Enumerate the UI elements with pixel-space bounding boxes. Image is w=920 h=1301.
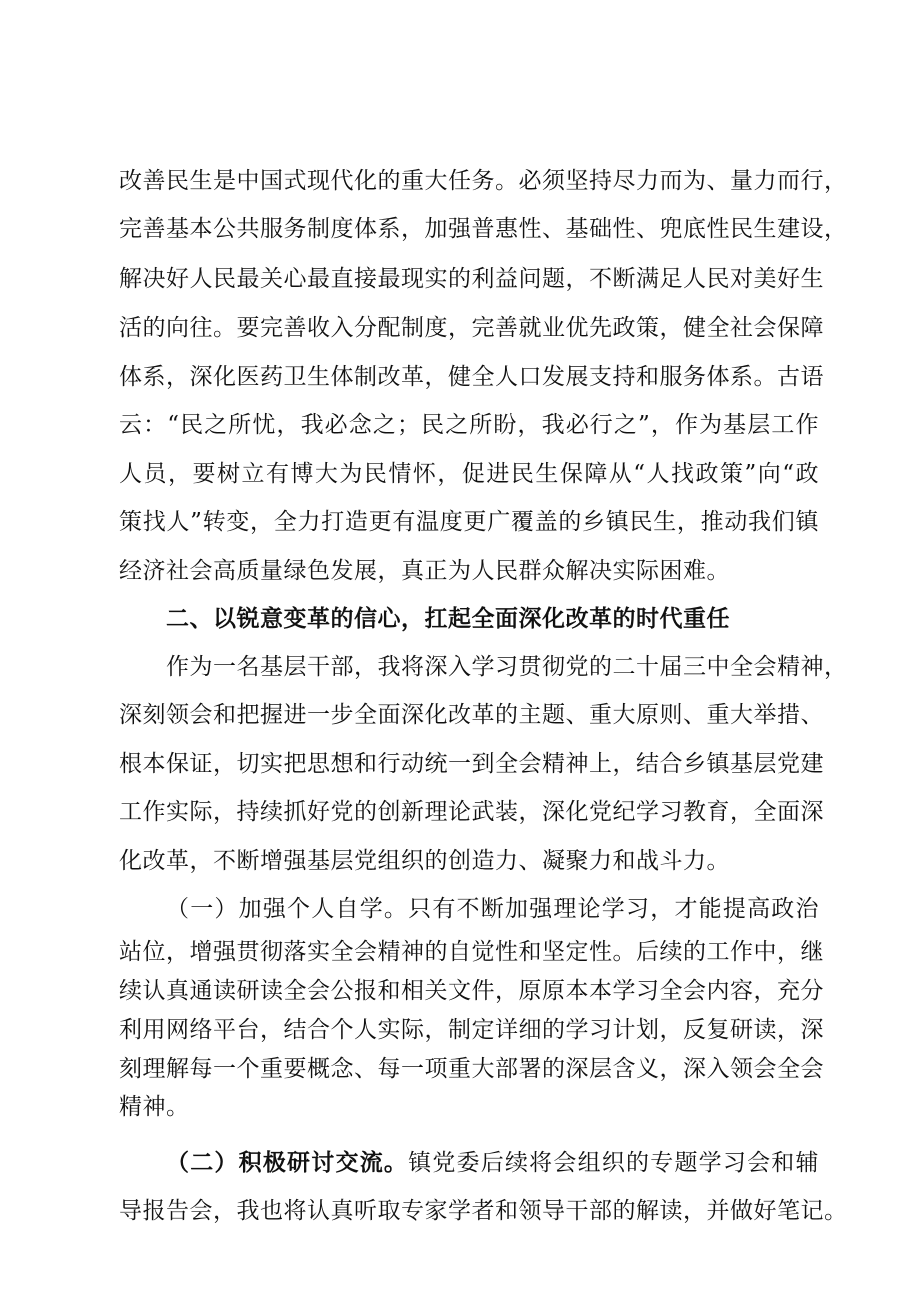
- paragraph-4-lead-rest: 镇党委后续将会组织的专题学习会和辅: [408, 1150, 820, 1176]
- paragraph-1-line-4: 活的向往。要完善收入分配制度，完善就业优先政策，健全社会保障: [119, 315, 824, 341]
- paragraph-3-line-5: 刻理解每一个重要概念、每一项重大部署的深层含义，深入领会全会: [119, 1056, 824, 1082]
- paragraph-1-line-6: 云：“民之所忧，我必念之；民之所盼，我必行之”，作为基层工作: [119, 412, 819, 438]
- paragraph-3-line-4: 利用网络平台，结合个人实际，制定详细的学习计划，反复研读，深: [119, 1017, 824, 1043]
- paragraph-2-line-4: 工作实际，持续抓好党的创新理论武装，深化党纪学习教育，全面深: [119, 799, 824, 825]
- paragraph-1-line-3: 解决好人民最关心最直接最现实的利益问题，不断满足人民对美好生: [119, 266, 824, 292]
- paragraph-3-line-1: （一）加强个人自学。只有不断加强理论学习，才能提高政治: [166, 896, 819, 922]
- paragraph-1-line-9: 经济社会高质量绿色发展，真正为人民群众解决实际困难。: [119, 558, 730, 584]
- paragraph-3-line-2: 站位，增强贯彻落实全会精神的自觉性和坚定性。后续的工作中，继: [119, 939, 824, 965]
- paragraph-2-line-5: 化改革，不断增强基层党组织的创造力、凝聚力和战斗力。: [119, 848, 730, 874]
- paragraph-3-line-3: 续认真通读研读全会公报和相关文件，原原本本学习全会内容，充分: [119, 978, 824, 1004]
- paragraph-1-line-1: 改善民生是中国式现代化的重大任务。必须坚持尽力而为、量力而行，: [119, 168, 848, 194]
- paragraph-1-line-5: 体系，深化医药卫生体制改革，健全人口发展支持和服务体系。古语: [119, 364, 824, 390]
- paragraph-2-line-2: 深刻领会和把握进一步全面深化改革的主题、重大原则、重大举措、: [119, 702, 824, 728]
- paragraph-1-line-8: 策找人”转变，全力打造更有温度更广覆盖的乡镇民生，推动我们镇: [119, 509, 819, 535]
- paragraph-4-line-1: [166, 1148, 819, 1178]
- paragraph-1-line-2: 完善基本公共服务制度体系，加强普惠性、基础性、兜底性民生建设，: [119, 216, 848, 242]
- section-heading: 二、以锐意变革的信心，扛起全面深化改革的时代重任: [166, 605, 730, 632]
- paragraph-3-line-6: 精神。: [119, 1094, 190, 1120]
- paragraph-4-line-2: 导报告会，我也将认真听取专家学者和领导干部的解读，并做好笔记。: [119, 1198, 848, 1224]
- paragraph-4-bold-lead: （二）积极研讨交流。: [166, 1149, 409, 1176]
- paragraph-2-line-1: 作为一名基层干部，我将深入学习贯彻党的二十届三中全会精神，: [166, 654, 848, 680]
- paragraph-1-line-7: 人员，要树立有博大为民情怀，促进民生保障从“人找政策”向“政: [119, 461, 819, 487]
- paragraph-2-line-3: 根本保证，切实把思想和行动统一到全会精神上，结合乡镇基层党建: [119, 751, 824, 777]
